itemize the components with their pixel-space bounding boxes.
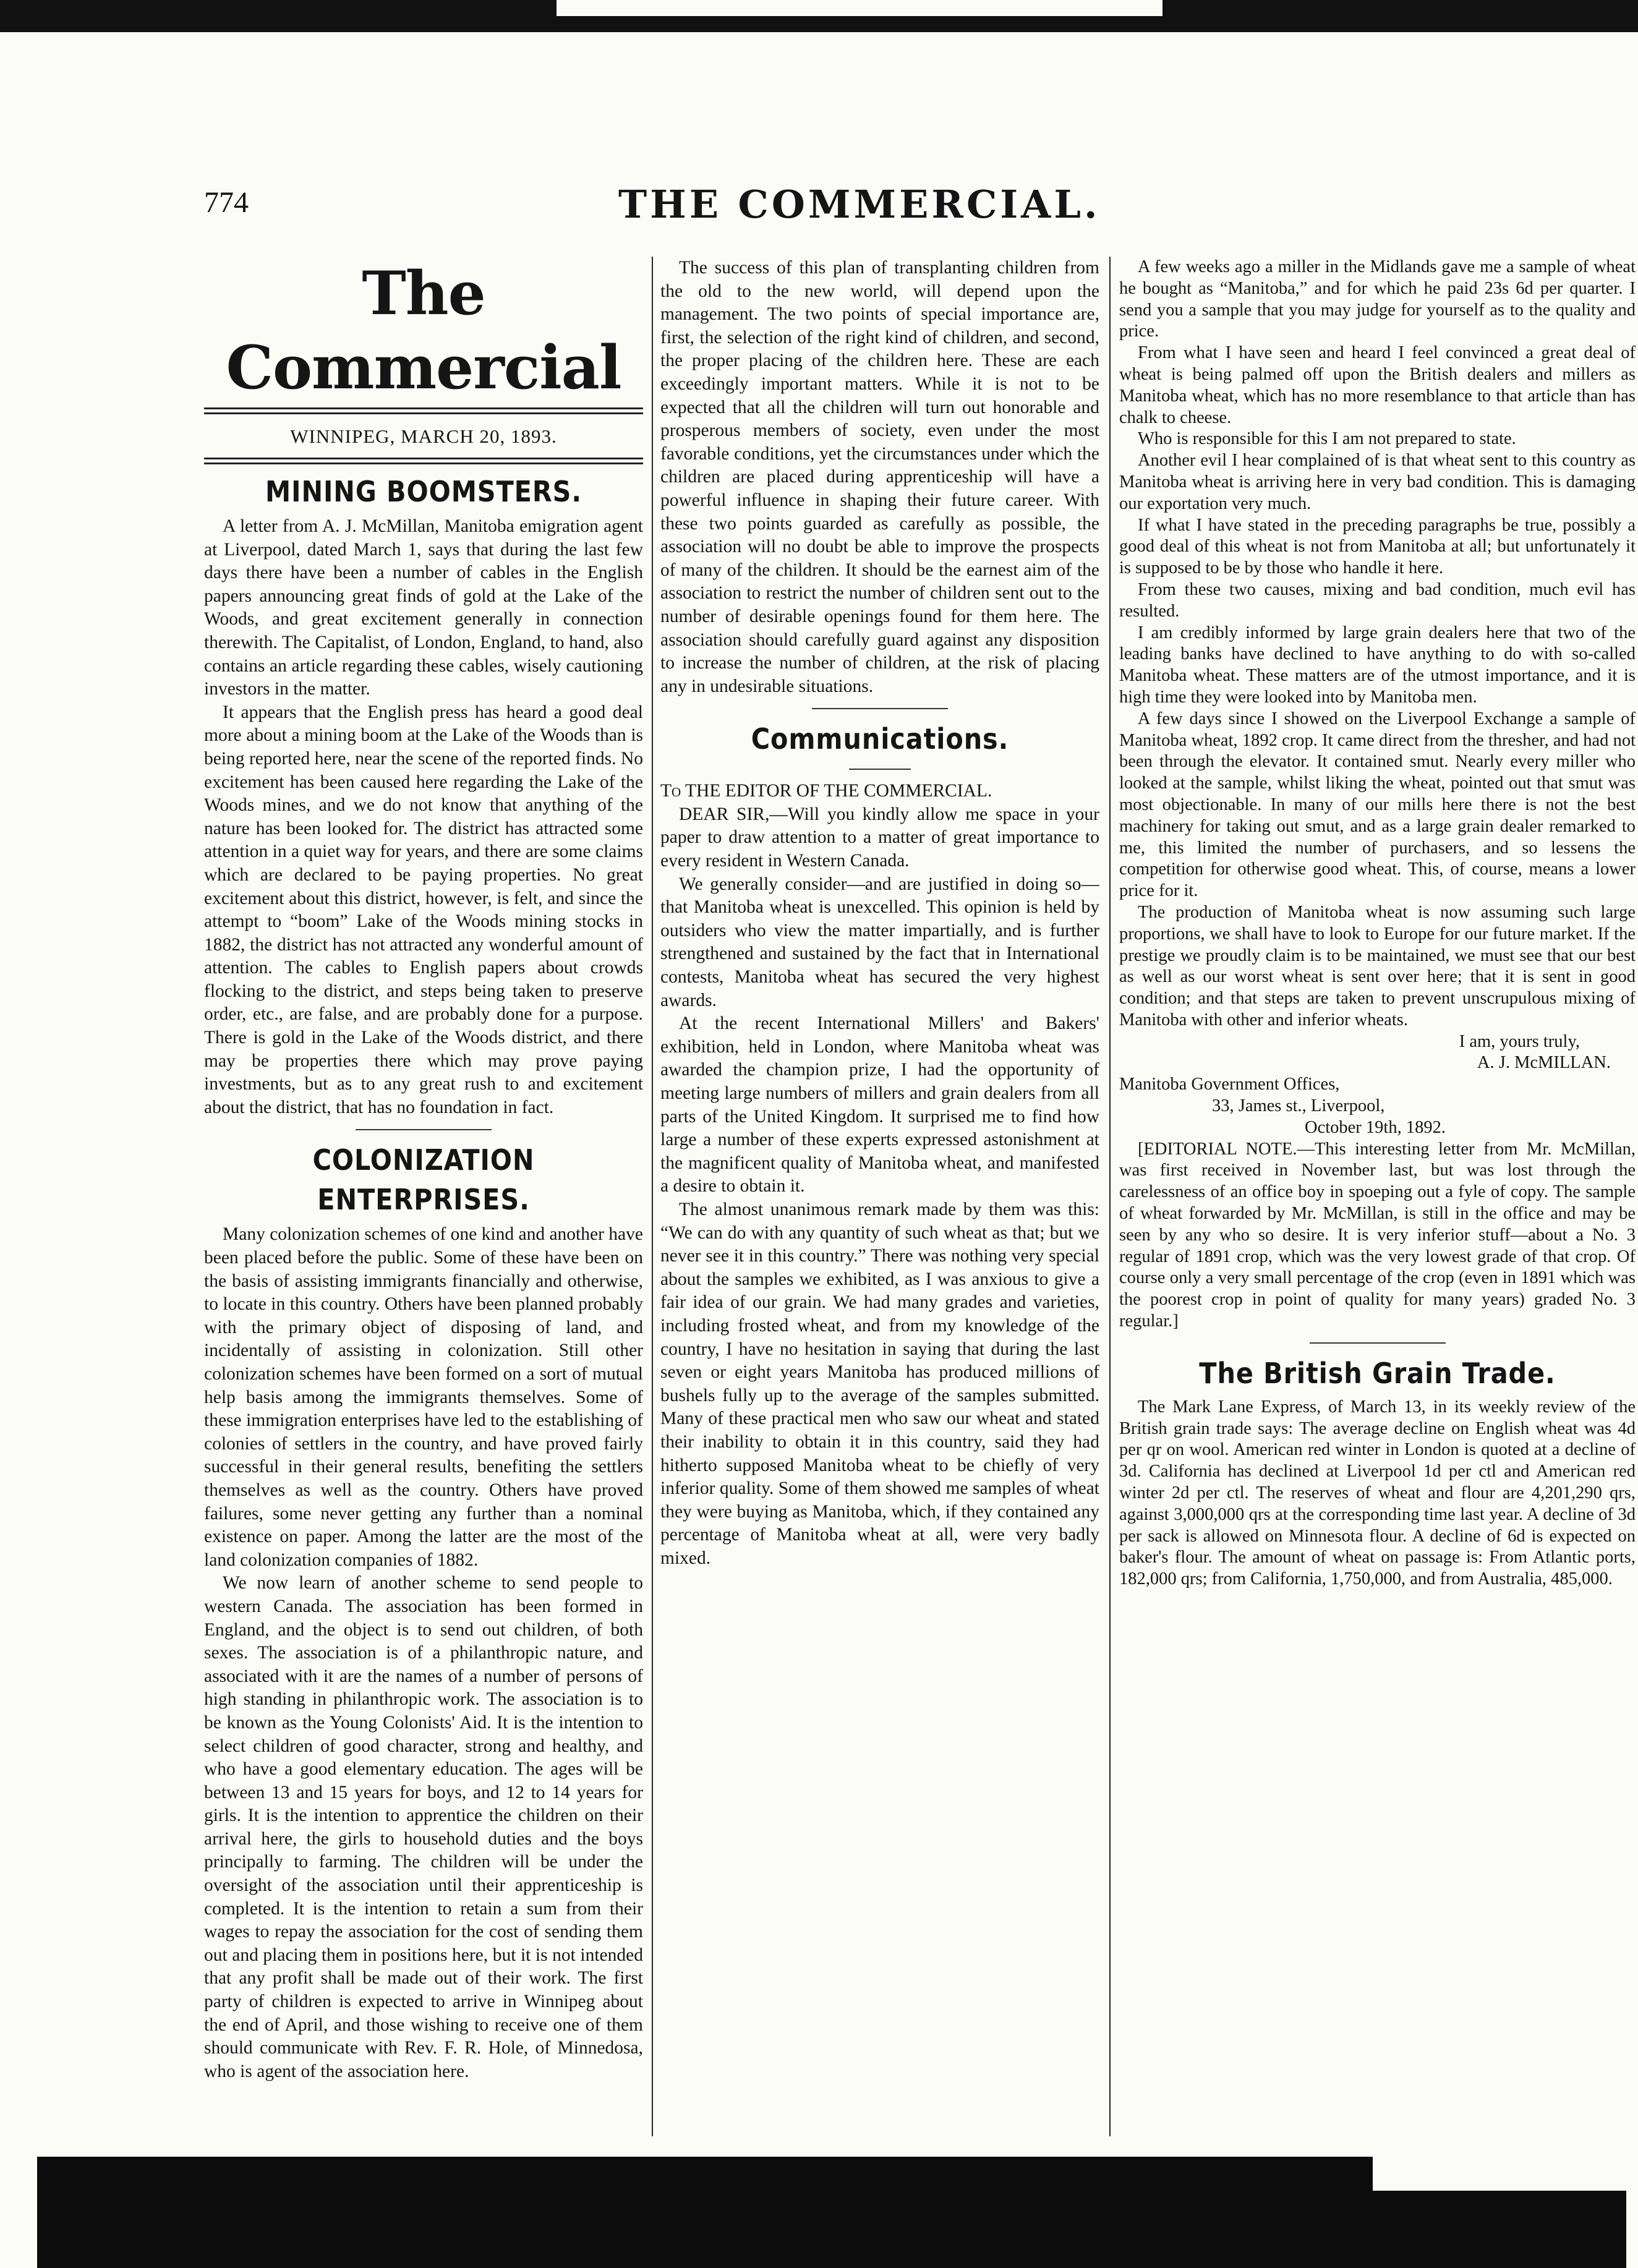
letter-salutation: To THE EDITOR OF THE COMMERCIAL. — [660, 781, 992, 801]
section-divider — [812, 708, 948, 709]
letter-signature: A. J. McMILLAN. — [1477, 1053, 1611, 1073]
letter-paragraph: A few weeks ago a miller in the Midlands gave me a sample of wheat he bought as “Manitoba,” and for which he paid 23s 6d per quarter. I send you a sample that you may judge for yourself as to the quality and price. — [1119, 257, 1636, 341]
top-scan-gap — [557, 0, 1162, 16]
letter-paragraph: The almost unanimous remark made by them was this: “We can do with any quantity of such wheat as that; but we never see it in this country.” There was nothing very special about the samples we exhibited, as I was anxious to give a fair idea of our grain. We had many grades and varieties, including frosted wheat, and from my knowledge of the country, I have no hesitation in saying that during the last seven or eight years Manitoba has produced millions of bushels fully up to the average of the samples submitted. Many of these practical men who saw our wheat and stated their inability to obtain it in this country, said they had hitherto supposed Manitoba wheat to be chiefly of very inferior quality. Some of them showed me samples of wheat they were buying as Manitoba, which, if they contained any percentage of Manitoba wheat at all, were very badly mixed. — [660, 1199, 1099, 1568]
section-divider — [356, 1129, 492, 1130]
colonization-paragraph: We now learn of another scheme to send people to western Canada. The association has been formed in England, and the object is to send out children, of both sexes. The association is of a philanthropic nature, and associated with it are the names of a number of persons of high standing in philanthropic work. The association is to be known as the Young Colonists' Aid. It is the intention to select children of good character, strong and healthy, and who have a good elementary education. The ages will be between 13 and 15 years for boys, and 12 to 14 years for girls. It is the intention to apprentice the children on their arrival here, the girls to household duties and the boys principally to farming. The children will be under the oversight of the association until their apprenticeship is completed. It is the intention to retain a sum from their wages to repay the association for the cost of sending them out and placing them in positions here, but it is not intended that any profit shall be made out of their work. The first party of children is expected to arrive in Winnipeg about the end of April, and those wishing to receive one of them should communicate with Rev. F. R. Hole, of Minnedosa, who is agent of the association here. — [204, 1573, 643, 2081]
letter-paragraph: DEAR SIR,—Will you kindly allow me space in your paper to draw attention to a matter of great importance to every resident in Western Canada. — [660, 804, 1099, 871]
communications-heading: Communications. — [751, 722, 1009, 756]
column-rule — [652, 257, 653, 2136]
mining-heading: MINING BOOMSTERS. — [265, 475, 582, 508]
column-3 — [1119, 257, 1636, 2136]
letter-paragraph: From these two causes, mixing and bad condition, much evil has resulted. — [1119, 579, 1636, 621]
letter-address-line: Manitoba Government Offices, — [1119, 1075, 1340, 1094]
letter-address-line: 33, James st., Liverpool, — [1212, 1096, 1385, 1116]
page-header — [204, 182, 1441, 229]
letter-paragraph: A few days since I showed on the Liverpool Exchange a sample of Manitoba wheat, 1892 crop. It came direct from the thresher, and had not been through the elevator. It contained smut. Nearly every miller who looked at the sample, whilst liking the wheat, pointed out that smut was most objectionable. In many of our mills here there is not the best machinery for taking out smut, and as a large grain dealer remarked to me, this limited the number of purchasers, and so lessens the competition for otherwise good wheat. This, of course, means a lower price for it. — [1119, 709, 1636, 901]
colonization-heading: COLONIZATION ENTERPRISES. — [312, 1143, 535, 1217]
mining-paragraph: A letter from A. J. McMillan, Manitoba emigration agent at Liverpool, dated March 1, says that during the last few days there have been a number of cables in the English papers announcing great finds of gold at the Lake of the Woods, and great excitement generally in connection therewith. The Capitalist, of London, England, to hand, also contains an article regarding these cables, wisely cautioning investors in the matter. — [204, 516, 643, 699]
letter-paragraph: From what I have seen and heard I feel convinced a great deal of wheat is being palmed off upon the British dealers and millers as Manitoba wheat, which has no more resemblance to that article than has chalk to cheese. — [1119, 343, 1636, 427]
letter-paragraph: We generally consider—and are justified in doing so—that Manitoba wheat is unexcelled. This opinion is held by outsiders who view the matter impartially, and is further strengthened and sustained by the fact that in International contests, Manitoba wheat has secured the very highest awards. — [660, 874, 1099, 1010]
bottom-scan-gap — [1373, 2157, 1638, 2191]
masthead-title: The Commercial — [226, 258, 621, 403]
column-1 — [204, 257, 643, 2136]
grain-trade-heading: The British Grain Trade. — [1199, 1356, 1556, 1390]
colonization-paragraph: Many colonization schemes of one kind and another have been placed before the public. Some of these have been on the basis of assisting immigrants financially and otherwise, to locate in this country. Others have been planned probably with the primary object of disposing of land, and incidentally of assisting in colonization. Still other colonization schemes have been formed on a sort of mutual help basis among the immigrants themselves. Some of these immigration enterprises have led to the establishing of colonies of settlers in the country, and have proved fairly successful in their general results, benefiting the settlers themselves as well as the country. Others have proved failures, some never getting any further than a nominal existence on paper. Among the latter are the most of the land colonization companies of 1882. — [204, 1224, 643, 1570]
editorial-note: [EDITORIAL NOTE.—This interesting letter from Mr. McMillan, was first received in November last, but was lost through the carelessness of an office boy in spoeping out a fyle of copy. The sample of wheat forwarded by Mr. McMillan, is still in the office and may be seen by any who so desire. It is very inferior stuff—about a No. 3 regular of 1891 crop, which was the very lowest grade of that crop. Of course only a very small percentage of the crop (even in 1891 which was the poorest crop in point of quality for many years) graded No. 3 regular.] — [1119, 1139, 1636, 1331]
mining-paragraph: It appears that the English press has heard a good deal more about a mining boom at the Lake of the Woods than is being reported here, near the scene of the reported finds. No excitement has been caused here regarding the Lake of the Woods mines, and we do not know that anything of the nature has been looked for. The district has attracted some attention in a quiet way for years, and there are some claims which are declared to be paying properties. No great excitement about this district, however, is felt, and since the attempt to “boom” Lake of the Woods mining stocks in 1882, the district has not attracted any wonderful amount of attention. The cables to English papers about crowds flocking to the district, and steps being taken to preserve order, etc., are false, and are probably done for a purpose. There is gold in the Lake of the Woods district, and there may be properties there which may prove paying investments, but as to any great rush to and excitement about the district, that has no foundation in fact. — [204, 702, 643, 1117]
letter-address-line: October 19th, 1892. — [1305, 1117, 1446, 1137]
running-title: THE COMMERCIAL. — [618, 182, 1101, 227]
masthead-rule — [204, 407, 643, 414]
colonization-paragraph: The success of this plan of transplanting children from the old to the new world, will depend upon the management. The two points of special importance are, first, the selection of the right kind of children, and second, the proper placing of the children here. These are each exceedingly important matters. While it is not to be expected that all the children will turn out honorable and prosperous members of society, even under the most favorable conditions, yet the circumstances under which the children are placed during apprenticeship will have a powerful influence in shaping their future career. With these two points guarded as carefully as possible, the association will no doubt be able to improve the prospects of many of the children. It should be the earnest aim of the association to restrict the number of children sent out to the number of desirable openings found for them here. The association should carefully guard against any disposition to increase the number of children, at the risk of placing any in undesirable situations. — [660, 258, 1099, 696]
column-2 — [660, 257, 1099, 2136]
letter-paragraph: If what I have stated in the preceding paragraphs be true, possibly a good deal of this wheat is not from Manitoba at all; but unfortunately it is supposed to be by those who handle it here. — [1119, 515, 1636, 578]
grain-trade-paragraph: The Mark Lane Express, of March 13, in its weekly review of the British grain trade says: The average decline on English wheat was 4d per qr on wool. American red winter in London is quoted at a decline of 3d. California has declined at Liverpool 1d per ctl and American red winter 2d per ctl. The reserves of wheat and flour are 4,201,290 qrs, against 3,000,000 qrs at the corresponding time last year. A decline of 3d per sack is allowed on Minnesota flour. A decline of 6d is expected on baker's flour. The amount of wheat on passage is: From Atlantic ports, 182,000 qrs; from California, 1,750,000, and from Australia, 485,000. — [1119, 1397, 1636, 1589]
column-rule — [1109, 257, 1111, 2136]
page-number: 774 — [204, 186, 249, 219]
letter-paragraph: At the recent International Millers' and Bakers' exhibition, held in London, where Manitoba wheat was awarded the champion prize, I had the opportunity of meeting large numbers of millers and grain dealers from all parts of the United Kingdom. It surprised me to find how large a number of these experts expressed astonishment at the magnificent quality of Manitoba wheat, and manifested a desire to obtain it. — [660, 1013, 1099, 1196]
letter-paragraph: I am credibly informed by large grain dealers here that two of the leading banks have declined to have anything to do with so-called Manitoba wheat. These matters are of the utmost importance, and it is high time they were looked into by Manitoba men. — [1119, 623, 1636, 707]
letter-paragraph: Who is responsible for this I am not prepared to state. — [1138, 429, 1516, 449]
letter-closing: I am, yours truly, — [1459, 1031, 1580, 1051]
letter-paragraph: The production of Manitoba wheat is now assuming such large proportions, we shall have to look to Europe for our future market. If the prestige we proudly claim is to be maintained, we must see that our best as well as our worst wheat is sent over here; that it is sent in good condition; and that steps are taken to prevent unscrupulous mixing of Manitoba with other and inferior wheats. — [1119, 902, 1636, 1030]
dateline: WINNIPEG, MARCH 20, 1893. — [290, 425, 557, 447]
letter-paragraph: Another evil I hear complained of is that wheat sent to this country as Manitoba wheat is arriving here in very bad condition. This is damaging our exportation very much. — [1119, 451, 1636, 513]
section-divider — [1310, 1342, 1446, 1344]
section-divider — [849, 769, 911, 770]
dateline-rule — [204, 458, 643, 464]
